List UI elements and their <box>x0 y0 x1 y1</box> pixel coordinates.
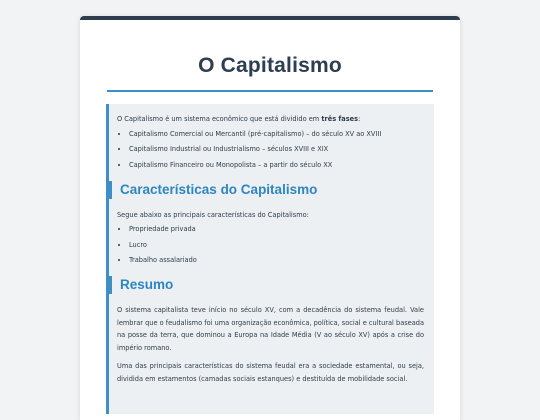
intro-paragraph <box>117 113 424 126</box>
content-panel <box>106 104 434 414</box>
list-item: • Capitalismo Comercial ou Mercantil (pré-capitalismo) – do século XV ao XVIII <box>129 130 424 138</box>
summary-paragraph: Uma das principais características do sistema feudal era a sociedade estamental, ou seja, dividida em estamentos (camadas sociais estanques) e destituída de mobilidade social. <box>117 362 424 383</box>
summary-heading: Resumo <box>109 276 424 294</box>
list-item: • Capitalismo Financeiro ou Monopolista – a partir do século XX <box>129 161 424 169</box>
characteristics-intro: Segue abaixo as principais características do Capitalismo: <box>117 210 309 219</box>
intro-bold-text: três fases <box>321 115 359 123</box>
list-item: • Trabalho assalariado <box>129 256 424 264</box>
intro-text-end: : <box>358 115 361 123</box>
page-title: O Capitalismo <box>198 54 342 77</box>
list-item: • Lucro <box>129 241 424 249</box>
list-item: • Capitalismo Industrial ou Industrialismo – séculos XVIII e XIX <box>129 145 424 153</box>
document-page <box>80 16 460 420</box>
characteristics-list <box>117 225 424 264</box>
title-divider <box>107 90 433 92</box>
phases-list <box>117 130 424 169</box>
intro-text: O Capitalismo é um sistema econômico que está dividido em <box>117 115 322 123</box>
list-item: • Propriedade privada <box>129 225 424 233</box>
summary-paragraph: O sistema capitalista teve início no século XV, com a decadência do sistema feudal. Vale lembrar que o feudalismo foi uma organização econômica, política, social e cultural baseada na posse da terra, que dominou a Europa na Idade Média (V ao século XV) após a crise do império romano. <box>117 306 424 352</box>
characteristics-heading: Características do Capitalismo <box>109 181 424 199</box>
